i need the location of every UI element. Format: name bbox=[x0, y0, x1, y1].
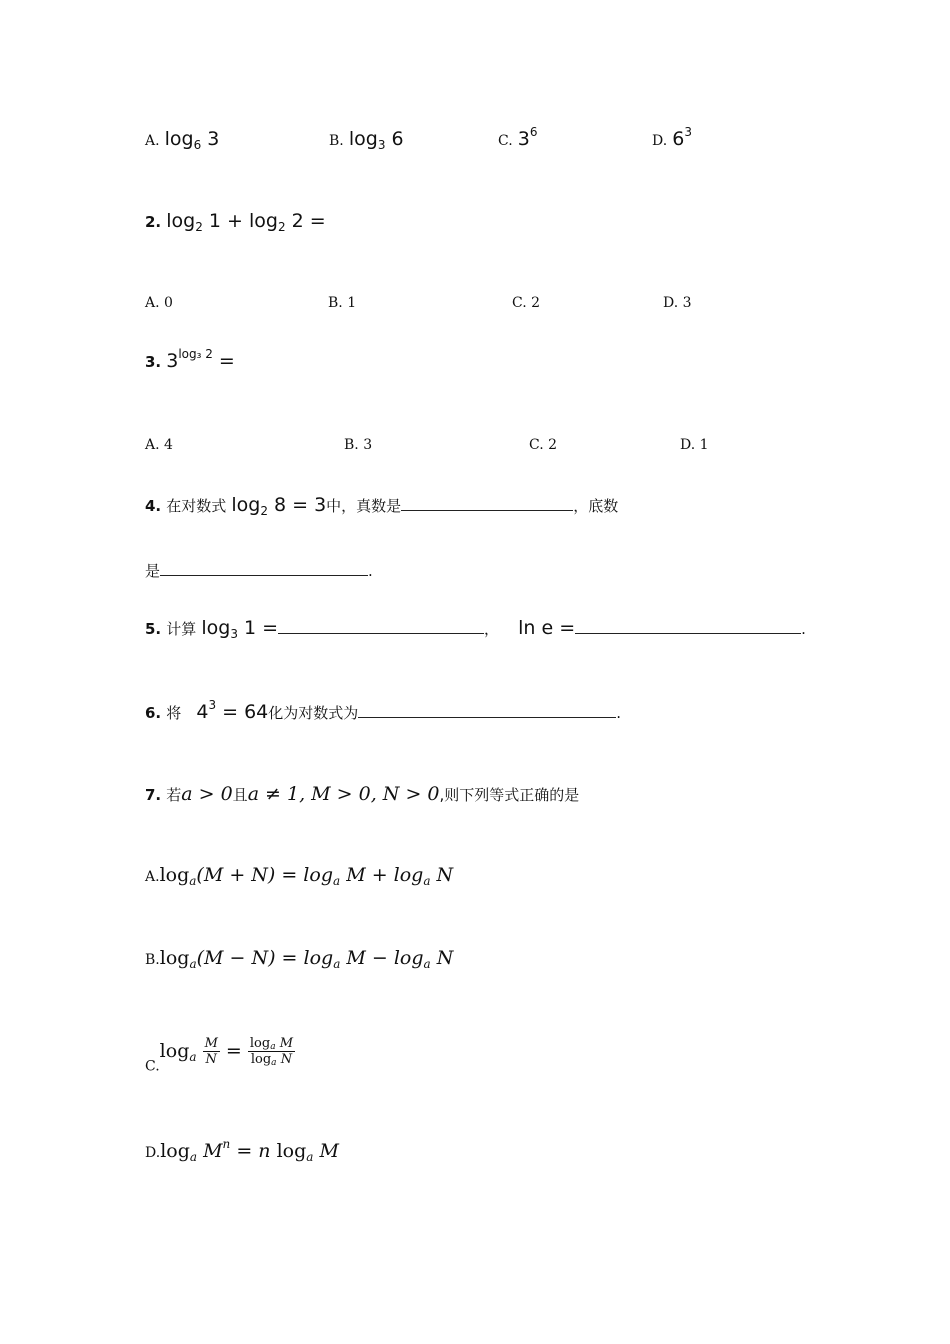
q6-mid: 化为对数式为 bbox=[268, 704, 359, 722]
q4-mid: 中，真数是 bbox=[326, 497, 402, 515]
option-math: $\log_3 6$ bbox=[348, 128, 404, 152]
option-label: A. bbox=[145, 869, 160, 885]
answer-blank-ln[interactable] bbox=[575, 619, 801, 634]
q2-option-d: D. 3 bbox=[663, 295, 692, 311]
q2-expression: $\log_2 1 + \log_2 2$ = bbox=[166, 210, 326, 234]
q7-option-c bbox=[145, 1036, 295, 1075]
q1-option-b bbox=[329, 128, 404, 150]
q7-option-d bbox=[145, 1137, 339, 1164]
q4-line2-prefix: 是 bbox=[145, 562, 161, 580]
q7-condition-2: a ≠ 1, M > 0, N > 0 bbox=[247, 783, 440, 805]
option-label: D. bbox=[145, 1145, 161, 1161]
q4-after: ，底数 bbox=[573, 497, 619, 515]
q6-prefix: 将 bbox=[166, 704, 182, 722]
q1-option-d bbox=[652, 125, 693, 150]
q3-option-c: C. 2 bbox=[529, 437, 558, 453]
q5-stem bbox=[145, 617, 806, 639]
question-number: 3. bbox=[145, 353, 162, 371]
q3-stem bbox=[145, 347, 235, 372]
question-number: 5. bbox=[145, 620, 162, 638]
question-number: 7. bbox=[145, 786, 162, 804]
q3-expression: $3^{log_3 2}$ = bbox=[166, 347, 235, 372]
q4-stem bbox=[145, 494, 618, 516]
option-math: $\log_6 3$ bbox=[164, 128, 220, 152]
q7-option-b bbox=[145, 947, 453, 969]
option-math: $6^3$ bbox=[672, 125, 693, 150]
q2-option-a: A. 0 bbox=[145, 295, 173, 311]
answer-blank-antilog[interactable] bbox=[401, 496, 573, 511]
q5-end: . bbox=[801, 620, 806, 638]
q3-option-a: A. 4 bbox=[145, 437, 173, 453]
q7-post: ,则下列等式正确的是 bbox=[439, 786, 580, 804]
q4-expression: $\log_2 8 = 3$ bbox=[231, 494, 327, 518]
q5-expression-1: $\log_3 1$ = bbox=[201, 617, 279, 641]
q6-expression: $4^3 = 64$ bbox=[196, 698, 269, 723]
option-math: $\log_a M^n = n$ $\log_a M$ bbox=[160, 1137, 339, 1164]
fraction-log-ratio: $\frac{\log_a M}{\log_a N}$ bbox=[249, 1036, 294, 1068]
q3-option-d: D. 1 bbox=[680, 437, 709, 453]
answer-blank-logform[interactable] bbox=[358, 703, 616, 718]
option-label: D. bbox=[652, 133, 668, 149]
q7-condition-1: a > 0 bbox=[181, 783, 233, 805]
q4-prefix: 在对数式 bbox=[166, 497, 227, 515]
q5-separator: ， bbox=[484, 620, 500, 638]
question-number: 6. bbox=[145, 704, 162, 722]
q2-stem bbox=[145, 210, 326, 232]
answer-blank-log3[interactable] bbox=[278, 619, 484, 634]
option-label: B. bbox=[145, 952, 160, 968]
q7-option-a bbox=[145, 864, 453, 886]
q1-option-c bbox=[498, 125, 538, 150]
option-label: B. bbox=[329, 133, 344, 149]
q4-line2 bbox=[145, 560, 373, 581]
q3-option-b: B. 3 bbox=[344, 437, 373, 453]
q6-end: . bbox=[616, 704, 622, 722]
q2-option-b: B. 1 bbox=[328, 295, 357, 311]
answer-blank-base[interactable] bbox=[160, 561, 368, 576]
option-label: C. bbox=[145, 1058, 160, 1075]
q7-and: 且 bbox=[232, 786, 248, 804]
option-math: $3^6$ bbox=[517, 125, 538, 150]
q4-line2-end: . bbox=[368, 562, 373, 580]
q6-stem bbox=[145, 698, 622, 723]
option-label: C. bbox=[498, 133, 513, 149]
fraction-m-over-n: $\frac{M}{N}$ bbox=[204, 1036, 218, 1067]
q5-prefix: 计算 bbox=[166, 620, 197, 638]
question-number: 4. bbox=[145, 497, 162, 515]
q2-option-c: C. 2 bbox=[512, 295, 541, 311]
option-math: $\log_a$ $\frac{M}{N}$ = $\frac{\log_a M}{\log_a N}$ bbox=[159, 1036, 294, 1068]
q7-prefix: 若 bbox=[166, 786, 182, 804]
q1-option-a bbox=[145, 128, 219, 150]
option-math: $\log_a(M - N) = \log_a M - \log_a N$ bbox=[159, 947, 454, 971]
option-math: $\log_a(M + N) = \log_a M + \log_a N$ bbox=[159, 864, 454, 888]
option-label: A. bbox=[145, 133, 160, 149]
question-number: 2. bbox=[145, 213, 162, 231]
q5-expression-2: ln e = bbox=[518, 617, 576, 639]
q7-stem bbox=[145, 783, 579, 805]
